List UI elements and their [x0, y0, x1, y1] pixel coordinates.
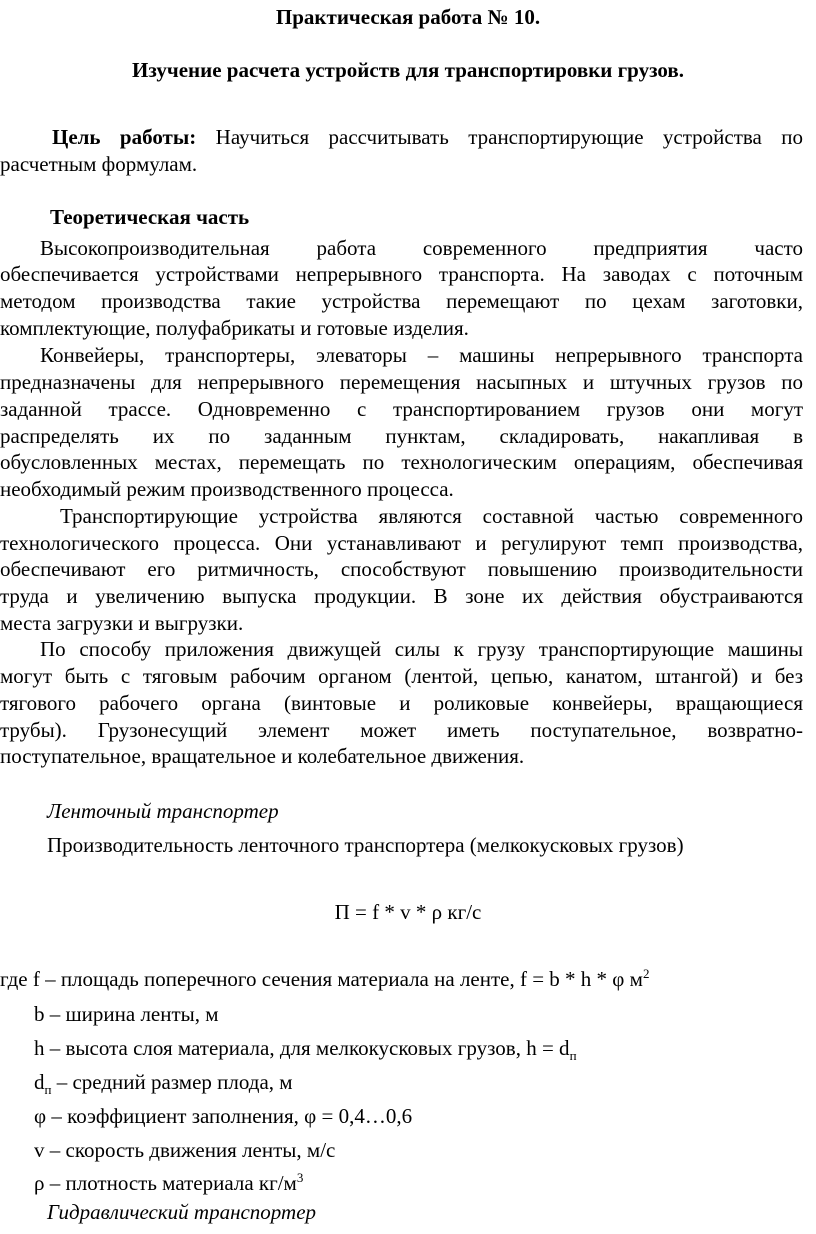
- definition-b: b – ширина ленты, м: [34, 1002, 219, 1026]
- paragraph-line: заданной трассе. Одновременно с транспортированием грузов они могут: [0, 397, 803, 421]
- goal-label: Цель работы:: [52, 125, 197, 149]
- goal-line-2: расчетным формулам.: [0, 152, 198, 176]
- paragraph-line: необходимый режим производственного процесса.: [0, 477, 454, 501]
- goal-text: Научиться рассчитывать транспортирующие устройства по: [215, 125, 803, 149]
- paragraph-line: предназначены для непрерывного перемещения насыпных и штучных грузов по: [0, 370, 803, 394]
- paragraph-line: Транспортирующие устройства являются составной частью современного: [60, 504, 803, 528]
- paragraph-line: По способу приложения движущей силы к грузу транспортирующие машины: [40, 637, 803, 661]
- hydro-heading: Гидравлический транспортер: [47, 1200, 317, 1224]
- paragraph-line: Конвейеры, транспортеры, элеваторы – машины непрерывного транспорта: [40, 343, 803, 367]
- definition-rho: ρ – плотность материала $кг/м^3$: [34, 1170, 304, 1195]
- definition-f: где f – площадь поперечного сечения материала на ленте, f = b * h * φ $м^2$: [0, 966, 650, 991]
- paragraph-line: технологического процесса. Они устанавливают и регулируют темп производства,: [0, 531, 803, 555]
- paragraph-line: обеспечивают его ритмичность, способствуют повышению производительности: [0, 557, 803, 581]
- paragraph-line: комплектующие, полуфабрикаты и готовые изделия.: [0, 316, 469, 340]
- paragraph-line: обусловленных местах, перемещать по технологическим операциям, обеспечивая: [0, 450, 803, 474]
- page-subtitle: Изучение расчета устройств для транспортировки грузов.: [132, 58, 684, 82]
- definition-d: $d_п$ – средний размер плода, м: [34, 1070, 293, 1098]
- definition-phi: φ – коэффициент заполнения, φ = 0,4…0,6: [34, 1104, 413, 1128]
- paragraph-line: труда и увеличению выпуска продукции. В зоне их действия обустраиваются: [0, 584, 803, 608]
- paragraph-line: трубы). Грузонесущий элемент может иметь поступательное, возвратно-: [0, 718, 803, 742]
- paragraph-line: методом производства такие устройства перемещают по цехам заготовки,: [0, 289, 803, 313]
- paragraph-line: поступательное, вращательное и колебательное движения.: [0, 744, 525, 768]
- page-title: Практическая работа № 10.: [275, 5, 541, 29]
- paragraph-line: тягового рабочего органа (винтовые и роликовые конвейеры, вращающиеся: [0, 691, 803, 715]
- paragraph-line: могут быть с тяговым рабочим органом (лентой, цепью, канатом, штангой) и без: [0, 664, 803, 688]
- paragraph-line: обеспечивается устройствами непрерывного транспорта. На заводах с поточным: [0, 262, 803, 286]
- goal-line-1: [52, 124, 803, 150]
- definition-h: h – высота слоя материала, для мелкокусковых грузов, $h = d_п$: [34, 1036, 577, 1064]
- paragraph-line: распределять их по заданным пунктам, складировать, накапливая в: [0, 424, 803, 448]
- definition-v: v – скорость движения ленты, м/с: [34, 1138, 336, 1162]
- theory-heading: Теоретическая часть: [50, 205, 250, 229]
- formula: П = f * v * ρ кг/с: [334, 900, 482, 924]
- paragraph-line: Высокопроизводительная работа современного предприятия часто: [40, 236, 803, 260]
- belt-intro: Производительность ленточного транспортера (мелкокусковых грузов): [47, 833, 684, 857]
- paragraph-line: места загрузки и выгрузки.: [0, 611, 244, 635]
- belt-heading: Ленточный транспортер: [47, 799, 279, 823]
